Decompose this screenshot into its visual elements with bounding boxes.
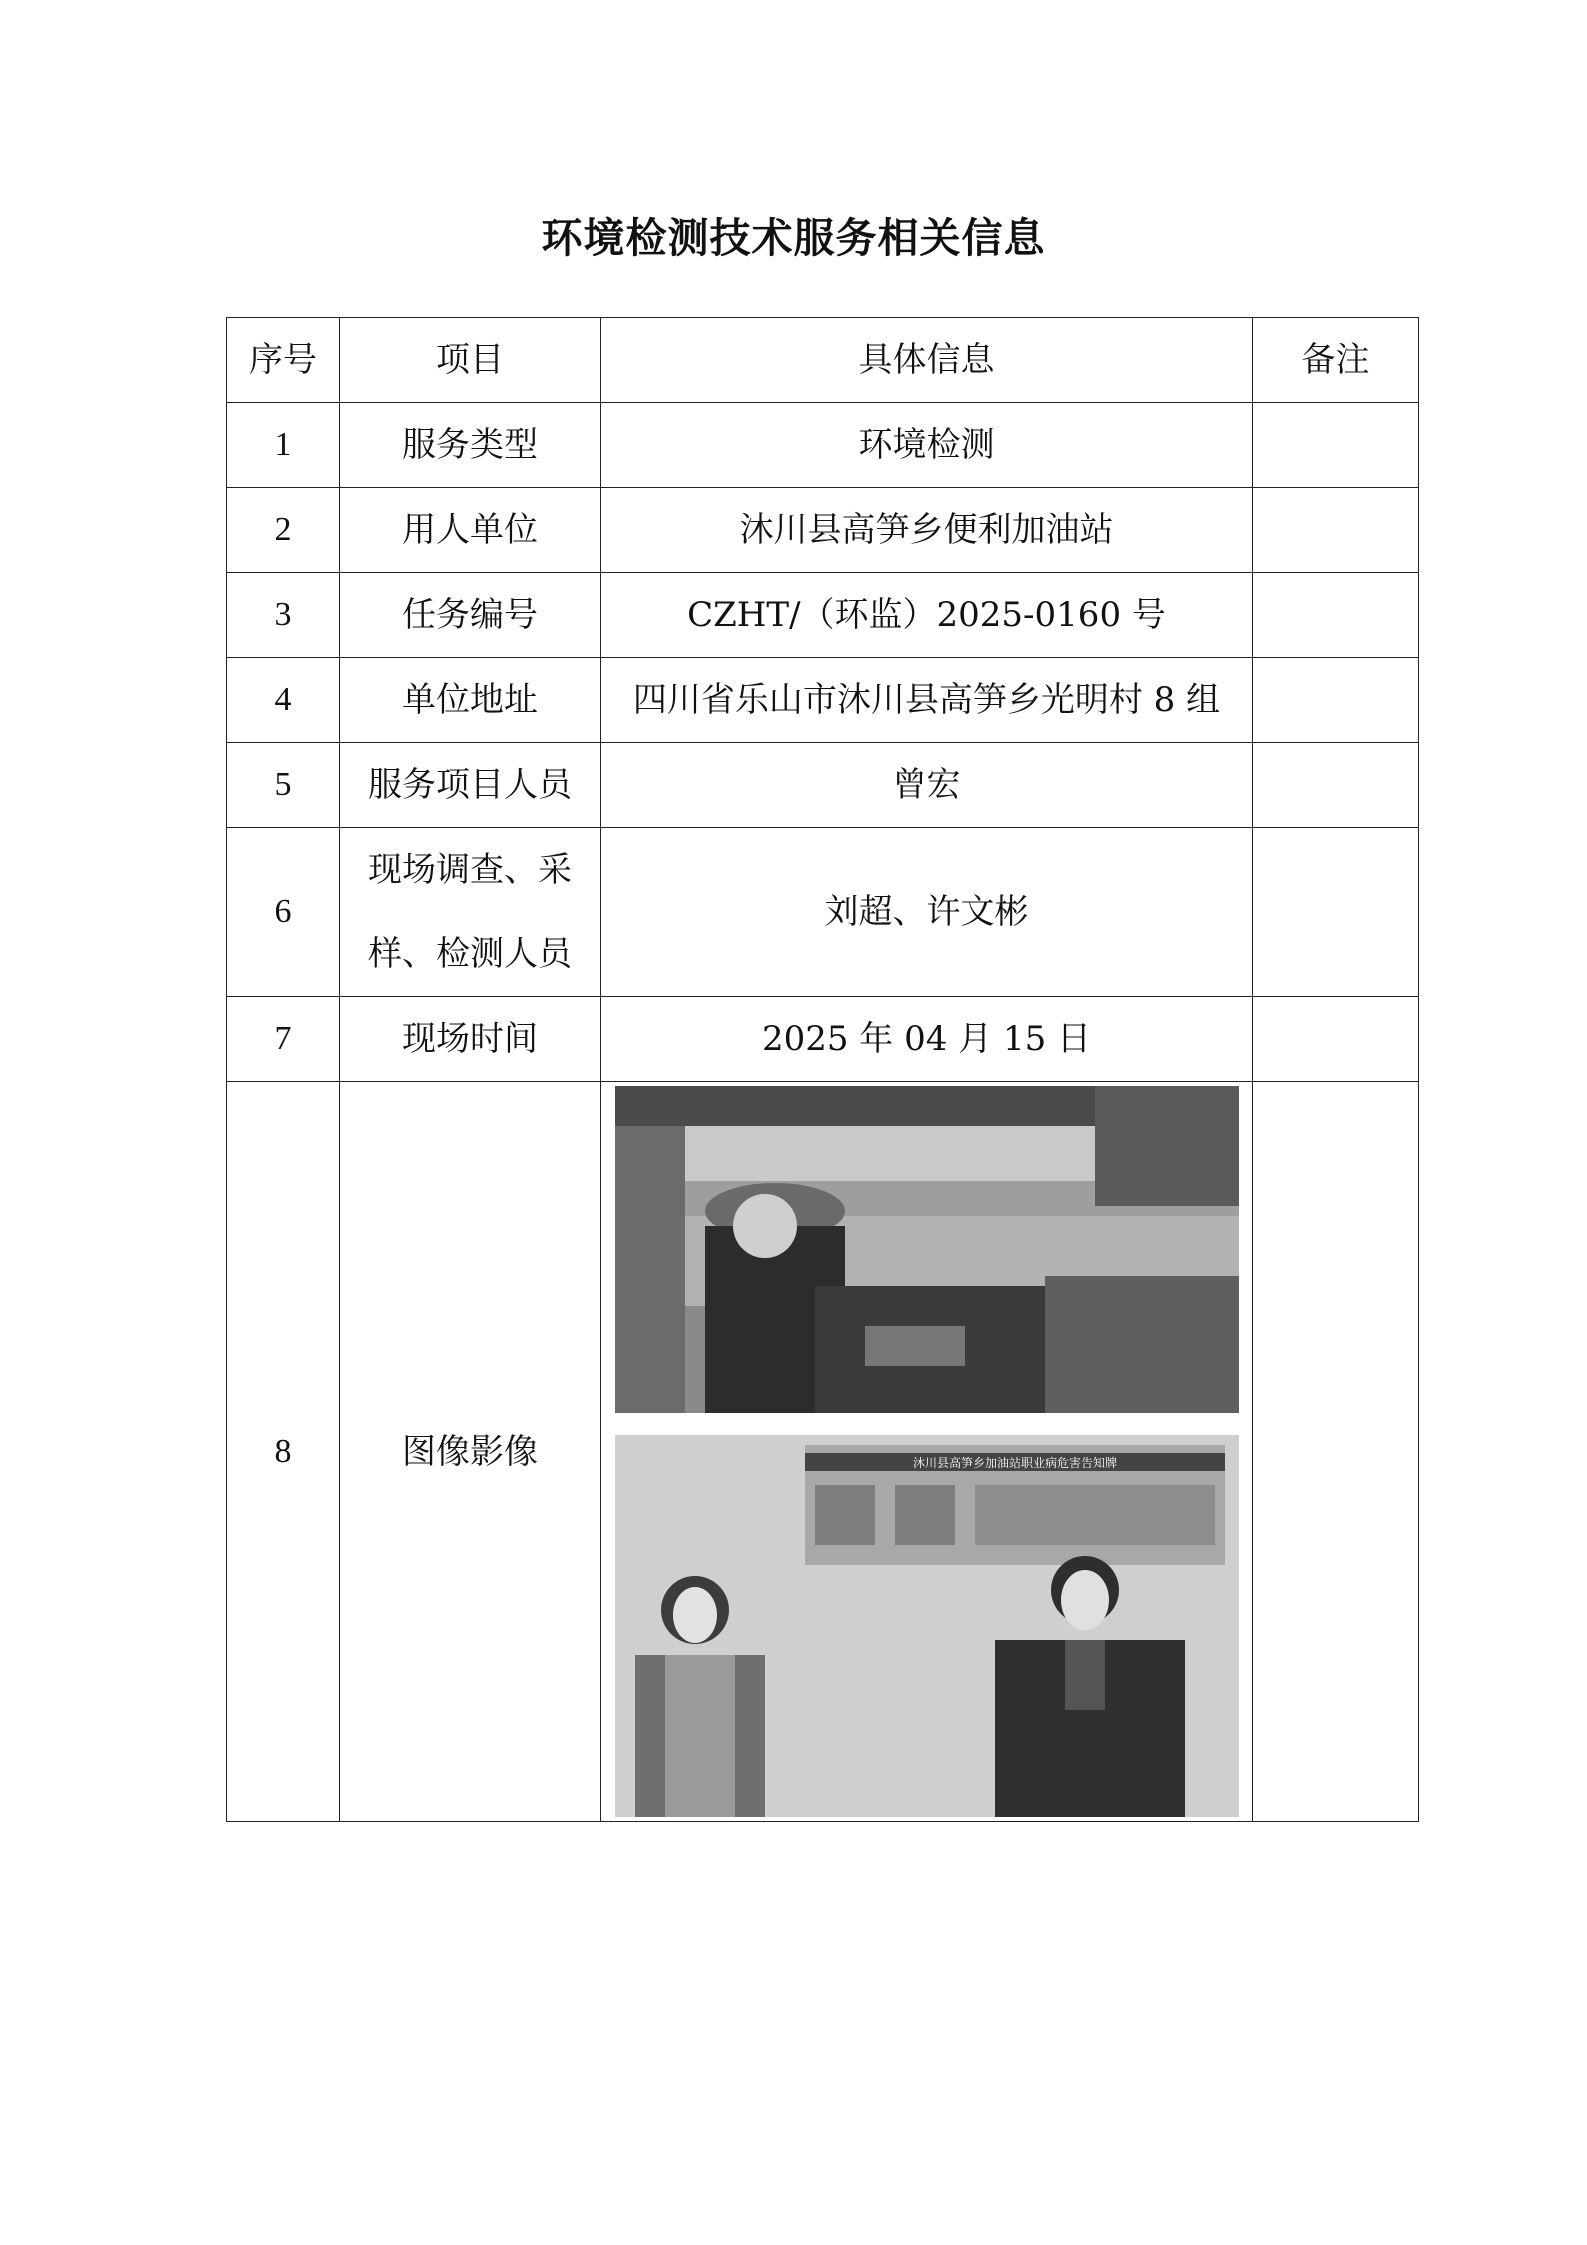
table-row [227, 573, 1419, 658]
row-item: 单位地址 [340, 658, 601, 743]
field-photo-staff [615, 1435, 1239, 1817]
table-row [227, 658, 1419, 743]
field-photo-sampling [615, 1086, 1239, 1413]
table-row [227, 488, 1419, 573]
page-title: 环境检测技术服务相关信息 [541, 214, 1046, 262]
row-no: 6 [227, 828, 340, 997]
row-item: 服务类型 [340, 403, 601, 488]
row-note [1253, 828, 1419, 997]
row-item: 用人单位 [340, 488, 601, 573]
row-item: 现场调查、采样、检测人员 [340, 828, 601, 997]
row-detail: 曾宏 [601, 743, 1253, 828]
row-note [1253, 403, 1419, 488]
table-row [227, 1082, 1419, 1822]
row-no: 5 [227, 743, 340, 828]
row-detail: 沐川县高笋乡便利加油站 [601, 488, 1253, 573]
row-no: 7 [227, 997, 340, 1082]
table-header-row [227, 318, 1419, 403]
table-row [227, 743, 1419, 828]
row-item: 服务项目人员 [340, 743, 601, 828]
header-no: 序号 [227, 318, 340, 403]
header-item: 项目 [340, 318, 601, 403]
row-no: 1 [227, 403, 340, 488]
header-detail: 具体信息 [601, 318, 1253, 403]
table-row [227, 997, 1419, 1082]
table-row [227, 403, 1419, 488]
row-note [1253, 997, 1419, 1082]
row-detail: 2025 年 04 月 15 日 [601, 997, 1253, 1082]
row-detail: 四川省乐山市沐川县高笋乡光明村 8 组 [601, 658, 1253, 743]
row-note [1253, 573, 1419, 658]
row-item: 图像影像 [340, 1082, 601, 1822]
row-no: 2 [227, 488, 340, 573]
header-note: 备注 [1253, 318, 1419, 403]
row-note [1253, 658, 1419, 743]
table-row [227, 828, 1419, 997]
row-detail: 刘超、许文彬 [601, 828, 1253, 997]
notice-board-title: 沐川县高笋乡加油站职业病危害告知牌 [912, 1456, 1118, 1470]
row-item: 现场时间 [340, 997, 601, 1082]
info-table [226, 317, 1419, 1822]
row-note [1253, 1082, 1419, 1822]
row-no: 8 [227, 1082, 340, 1822]
row-photos [601, 1082, 1253, 1822]
row-detail: CZHT/（环监）2025-0160 号 [601, 573, 1253, 658]
row-no: 4 [227, 658, 340, 743]
row-note [1253, 488, 1419, 573]
row-detail: 环境检测 [601, 403, 1253, 488]
row-no: 3 [227, 573, 340, 658]
row-note [1253, 743, 1419, 828]
row-item: 任务编号 [340, 573, 601, 658]
